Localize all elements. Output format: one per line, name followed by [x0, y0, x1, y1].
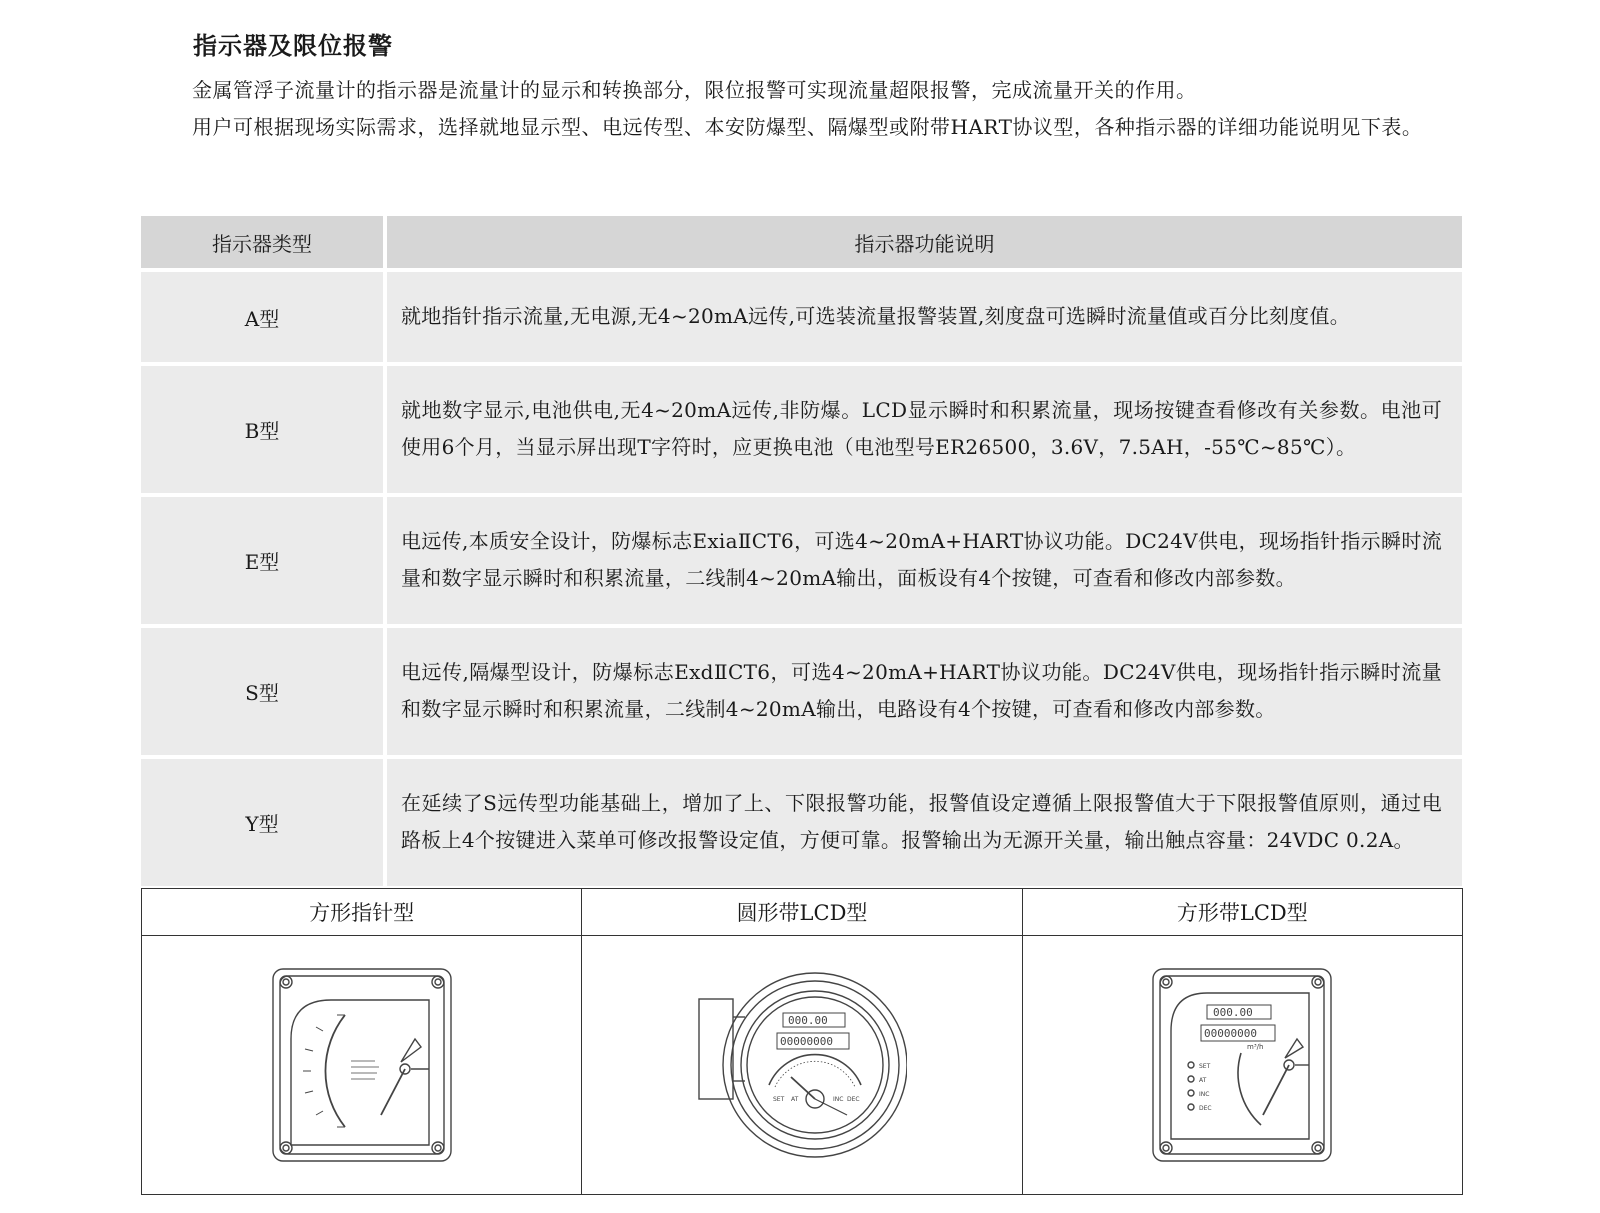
button-at-label: AT: [1199, 1077, 1207, 1084]
square-lcd-top-readout: 000.00: [1213, 1006, 1254, 1019]
svg-text:INC: INC: [832, 1096, 844, 1103]
svg-text:SET: SET: [772, 1096, 785, 1103]
header-indicator-description: 指示器功能说明: [387, 216, 1462, 268]
svg-text:DEC: DEC: [846, 1096, 860, 1103]
square-lcd-unit: m³/h: [1247, 1043, 1264, 1051]
square-pointer-indicator-image: [271, 967, 453, 1163]
square-lcd-bottom-readout: 00000000: [1204, 1027, 1258, 1040]
section-title: 指示器及限位报警: [193, 32, 393, 60]
row-description: 就地数字显示,电池供电,无4~20mA远传,非防爆。LCD显示瞬时和积累流量，现场按键查看修改有关参数。电池可使用6个月，当显示屏出现T字符时，应更换电池（电池型号ER26500，3.6V，7.5AH，-55℃~85℃）。: [387, 366, 1462, 493]
table-header-row: [141, 216, 1462, 268]
button-dec-label: DEC: [1199, 1105, 1212, 1112]
button-set-label: SET: [1199, 1063, 1211, 1070]
table-row: [141, 628, 1462, 755]
row-description: 在延续了S远传型功能基础上，增加了上、下限报警功能，报警值设定遵循上限报警值大于下限报警值原则，通过电路板上4个按键进入菜单可修改报警设定值，方便可靠。报警输出为无源开关量，输出触点容量：24VDC 0.2A。: [387, 759, 1462, 886]
row-description: 电远传,隔爆型设计，防爆标志ExdⅡCT6，可选4~20mA+HART协议功能。DC24V供电，现场指针指示瞬时流量和数字显示瞬时和积累流量，二线制4~20mA输出，电路设有4个按键，可查看和修改内部参数。: [387, 628, 1462, 755]
label-square-pointer: 方形指针型: [142, 889, 582, 936]
row-type: Y型: [141, 759, 387, 886]
row-type: S型: [141, 628, 387, 755]
round-lcd-bottom-readout: 00000000: [779, 1035, 833, 1048]
header-indicator-type: 指示器类型: [141, 216, 387, 268]
indicator-spec-table: [141, 212, 1462, 890]
row-description: 电远传,本质安全设计，防爆标志ExiaⅡCT6，可选4~20mA+HART协议功能。DC24V供电，现场指针指示瞬时流量和数字显示瞬时和积累流量，二线制4~20mA输出，面板设有4个按键，可查看和修改内部参数。: [387, 497, 1462, 624]
round-lcd-indicator-image: [697, 967, 907, 1163]
round-lcd-top-readout: 000.00: [787, 1014, 828, 1027]
label-round-lcd: 圆形带LCD型: [582, 889, 1022, 936]
table-row: [141, 759, 1462, 886]
row-description: 就地指针指示流量,无电源,无4~20mA远传,可选装流量报警装置,刻度盘可选瞬时流量值或百分比刻度值。: [387, 272, 1462, 362]
svg-text:AT: AT: [790, 1096, 799, 1103]
table-row: [141, 366, 1462, 493]
row-type: A型: [141, 272, 387, 362]
intro-paragraph-2: 用户可根据现场实际需求，选择就地显示型、电远传型、本安防爆型、隔爆型或附带HART协议型，各种指示器的详细功能说明见下表。: [192, 115, 1423, 139]
table-row: [141, 497, 1462, 624]
indicator-image-table: [141, 888, 1463, 1195]
button-inc-label: INC: [1199, 1091, 1210, 1098]
intro-paragraph-1: 金属管浮子流量计的指示器是流量计的显示和转换部分，限位报警可实现流量超限报警，完成流量开关的作用。: [192, 78, 1197, 102]
row-type: E型: [141, 497, 387, 624]
row-type: B型: [141, 366, 387, 493]
square-lcd-indicator-image: [1151, 967, 1333, 1163]
label-square-lcd: 方形带LCD型: [1022, 889, 1462, 936]
table-row: [141, 272, 1462, 362]
